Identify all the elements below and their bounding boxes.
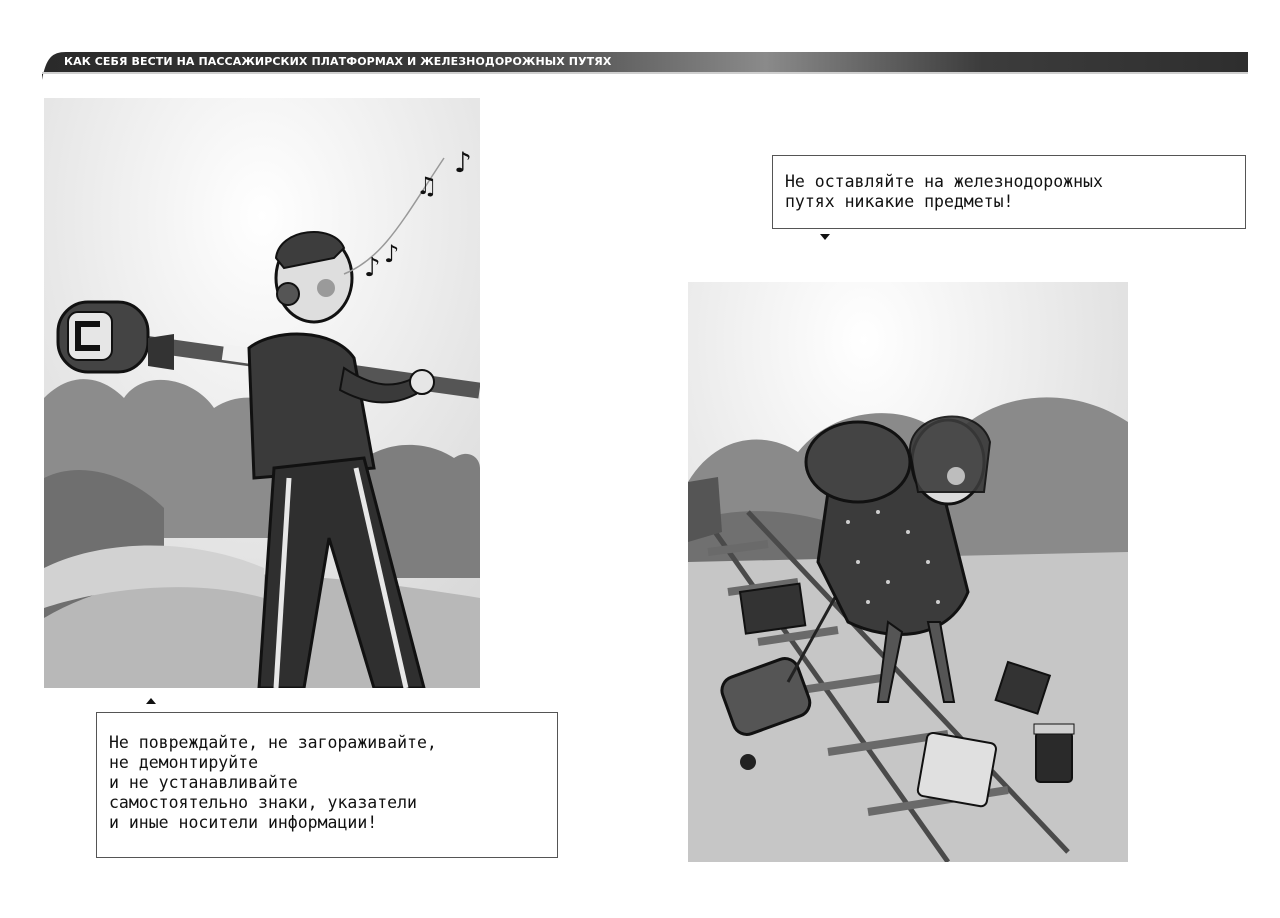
man-with-sign-illustration xyxy=(44,98,480,688)
callout-pointer xyxy=(820,234,830,240)
callout-line: и иные носители информации! xyxy=(109,813,378,832)
svg-text:♪: ♪ xyxy=(384,240,400,268)
svg-text:♪: ♪ xyxy=(454,146,472,179)
callout-line: и не устанавливайте xyxy=(109,773,298,792)
svg-text:♫: ♫ xyxy=(416,172,438,200)
page-title: КАК СЕБЯ ВЕСТИ НА ПАССАЖИРСКИХ ПЛАТФОРМАХ И ЖЕЛЕЗНОДОРОЖНЫХ ПУТЯХ xyxy=(64,55,612,68)
callout-line: Не повреждайте, не загораживайте, xyxy=(109,733,437,752)
callout-do-not-leave-items xyxy=(772,155,1246,229)
header-band xyxy=(42,50,1248,80)
callout-line: не демонтируйте xyxy=(109,753,259,772)
callout-pointer xyxy=(146,698,156,704)
callout-line: самостоятельно знаки, указатели xyxy=(109,793,417,812)
svg-text:♪: ♪ xyxy=(364,253,381,283)
callout-line: Не оставляйте на железнодорожных xyxy=(785,172,1103,191)
woman-on-tracks-illustration xyxy=(688,262,1128,862)
callout-do-not-damage-signs xyxy=(96,712,558,858)
callout-line: путях никакие предметы! xyxy=(785,192,1014,211)
